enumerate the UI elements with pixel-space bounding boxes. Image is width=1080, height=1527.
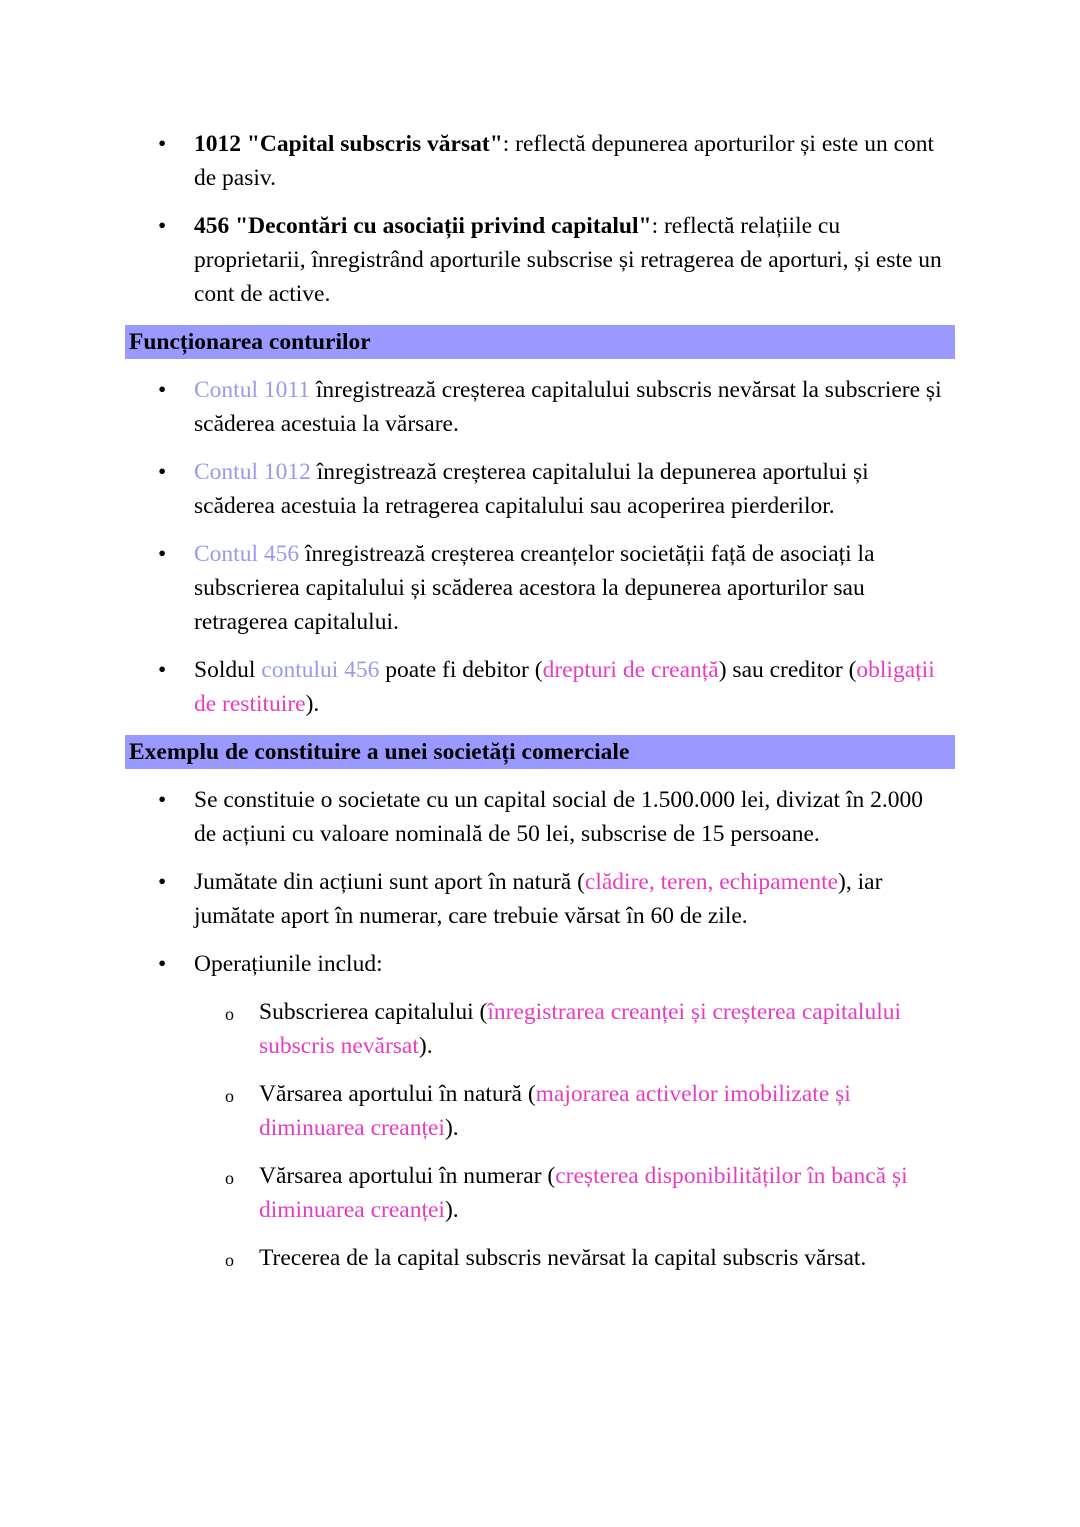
text-segment: Subscrierea capitalului (	[259, 999, 488, 1025]
text-segment: înregistrează creșterea capitalului subscris nevărsat la subscriere și scăderea acestuia la vărsare.	[194, 377, 942, 437]
sub-list-item	[125, 1159, 955, 1227]
term-label: 456 "Decontări cu asociații privind capitalul"	[194, 213, 652, 239]
text-segment: ).	[444, 1197, 459, 1223]
text-segment: înregistrează creșterea capitalului la depunerea aportului și scăderea acestuia la retragerea capitalului sau acoperirea pierderilor.	[194, 459, 869, 519]
text-segment: poate fi debitor (	[379, 657, 543, 683]
sub-list-item	[125, 1077, 955, 1145]
list-item	[125, 127, 955, 195]
text-segment: Se constituie o societate cu un capital social de 1.500.000 lei, divizat în 2.000 de acțiuni cu valoare nominală de 50 lei, subscrise de 15 persoane.	[194, 787, 923, 847]
sub-list-item	[125, 995, 955, 1063]
text-segment: ).	[444, 1115, 459, 1141]
text-segment: înregistrează creșterea creanțelor societății față de asociați la subscrierea capitalului și scăderea acestora la depunerea aporturilor sau retragerea capitalului.	[194, 541, 875, 635]
text-segment: Jumătate din acțiuni sunt aport în natură (	[194, 869, 585, 895]
account-reference: Contul 456	[194, 541, 300, 567]
document-body	[125, 127, 955, 1289]
highlighted-text: majorarea activelor imobilizate și diminuarea creanței	[259, 1081, 851, 1141]
list-item	[125, 783, 955, 851]
list-item	[125, 455, 955, 523]
text-segment: Soldul	[194, 657, 262, 683]
text-segment: Vărsarea aportului în natură (	[259, 1081, 536, 1107]
highlighted-text: creșterea disponibilităților în bancă și diminuarea creanței	[259, 1163, 908, 1223]
bullet-list	[125, 373, 955, 721]
text-segment: : reflectă depunerea aporturilor și este un cont de pasiv.	[194, 131, 935, 191]
list-item	[125, 209, 955, 311]
bullet-list	[125, 127, 955, 311]
text-segment: Vărsarea aportului în numerar (	[259, 1163, 556, 1189]
bullet-list	[125, 783, 955, 1275]
text-segment: Operațiunile includ:	[194, 951, 383, 977]
text-segment: ).	[305, 691, 320, 717]
text-segment: Trecerea de la capital subscris nevărsat la capital subscris vărsat.	[259, 1245, 867, 1271]
text-segment: : reflectă relațiile cu proprietarii, înregistrând aporturile subscrise și retragerea de aporturi, și este un cont de active.	[194, 213, 942, 307]
account-reference: contului 456	[261, 657, 380, 683]
sub-list-item	[125, 1241, 955, 1275]
account-reference: Contul 1011	[194, 377, 310, 403]
highlighted-text: drepturi de creanță	[542, 657, 719, 683]
text-segment: ), iar jumătate aport în numerar, care trebuie vărsat în 60 de zile.	[194, 869, 883, 929]
highlighted-text: clădire, teren, echipamente	[584, 869, 839, 895]
list-item	[125, 373, 955, 441]
text-segment: ) sau creditor (	[718, 657, 857, 683]
term-label: 1012 "Capital subscris vărsat"	[194, 131, 503, 157]
section-heading: Funcționarea conturilor	[125, 325, 955, 359]
highlighted-text: obligații de restituire	[194, 657, 935, 717]
list-item	[125, 537, 955, 639]
list-item	[125, 653, 955, 721]
account-reference: Contul 1012	[194, 459, 311, 485]
list-item	[125, 947, 955, 981]
highlighted-text: înregistrarea creanței și creșterea capitalului subscris nevărsat	[259, 999, 902, 1059]
list-item	[125, 865, 955, 933]
section-heading: Exemplu de constituire a unei societăți comerciale	[125, 735, 955, 769]
text-segment: ).	[418, 1033, 433, 1059]
